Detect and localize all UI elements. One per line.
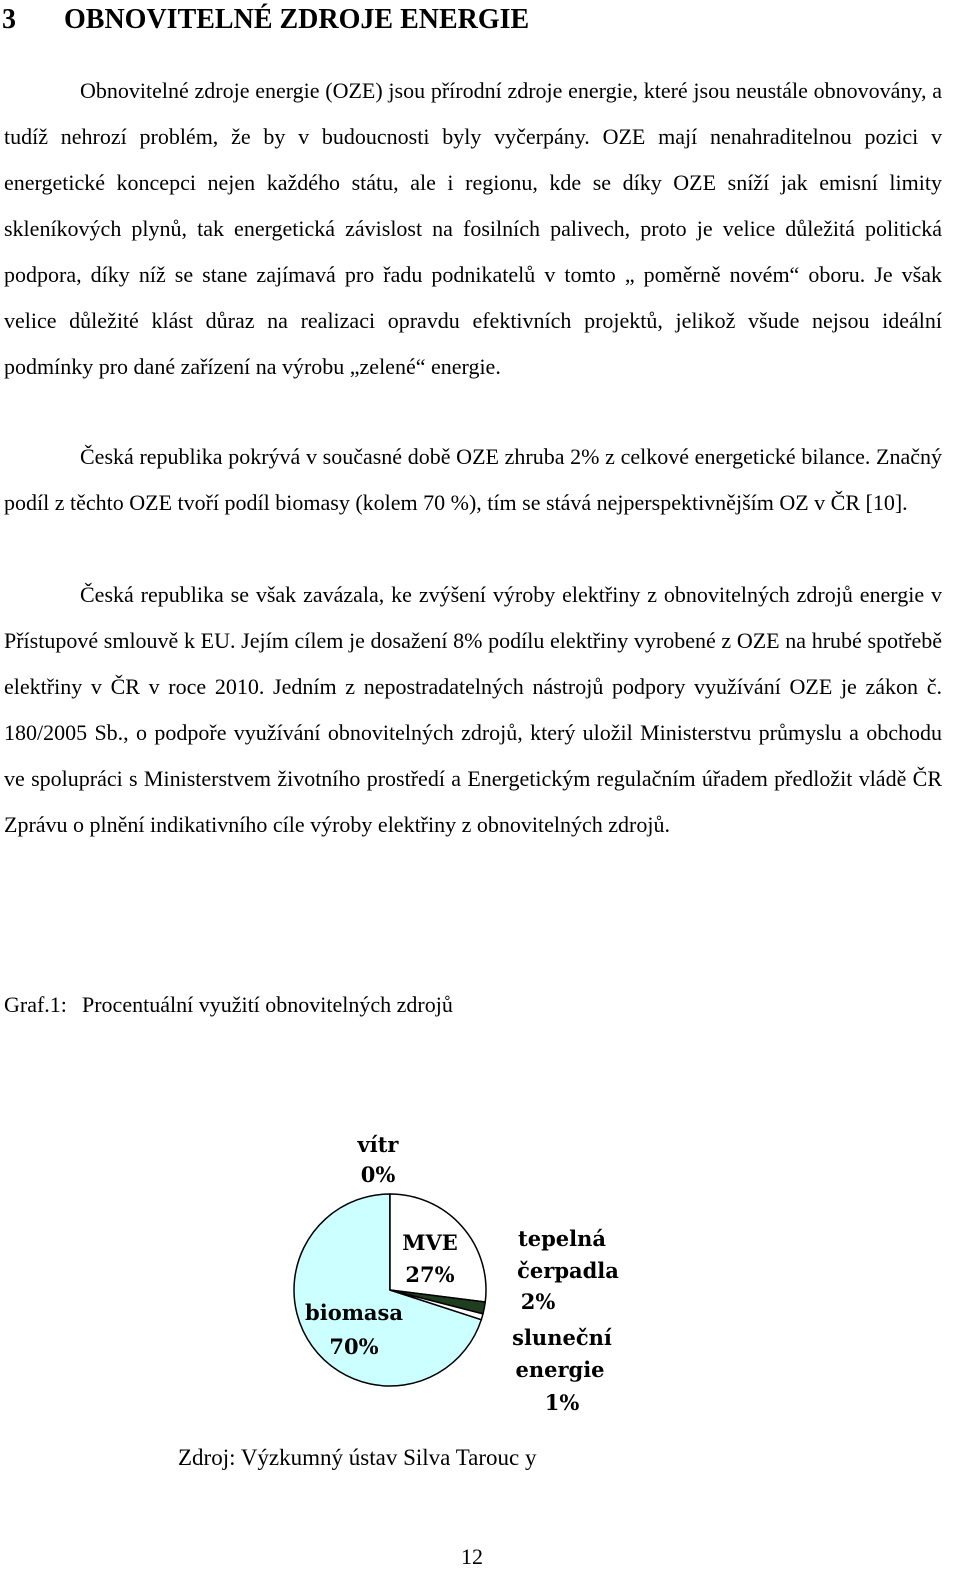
label-biomasa-value: 70% [329, 1334, 379, 1359]
figure-source: Zdroj: Výzkumný ústav Silva Tarouc y [178, 1445, 537, 1470]
pie-slices [294, 1194, 486, 1386]
label-cerpadla-name-line1: tepelná [518, 1226, 606, 1251]
label-cerpadla-name-line2: čerpadla [517, 1258, 619, 1283]
figure-caption-number: Graf.1: [4, 992, 67, 1017]
chapter-number: 3 [2, 4, 16, 35]
label-biomasa-name: biomasa [305, 1300, 403, 1325]
paragraph-intro: Obnovitelné zdroje energie (OZE) jsou přírodní zdroje energie, které jsou neustále obnovovány, a tudíž nehrozí problém, že by v budoucnosti byly vyčerpány. OZE mají nenahraditelnou pozici v energetické koncepci nejen každého státu, ale i regionu, kde se díky OZE sníží jak emisní limity skleníkových plynů, tak energetická závislost na fosilních palivech, proto je velice důležitá politická podpora, díky níž se stane zajímavá pro řadu podnikatelů v tomto „ poměrně novém“ oboru. Je však velice důležité klást důraz na realizaci opravdu efektivních projektů, jelikož všude nejsou ideální podmínky pro dané zařízení na výrobu „zelené“ energie. [4, 78, 942, 379]
label-slunecni-name-line1: sluneční [512, 1325, 612, 1350]
label-cerpadla-value: 2% [520, 1289, 556, 1314]
label-vitr-value: 0% [360, 1162, 396, 1187]
chapter-heading [2, 4, 529, 36]
chapter-title: OBNOVITELNÉ ZDROJE ENERGIE [64, 4, 530, 35]
label-slunecni-name-line2: energie [515, 1357, 605, 1382]
page-number: 12 [461, 1544, 483, 1569]
label-vitr-name: vítr [357, 1132, 399, 1157]
figure-caption-text: Procentuální využití obnovitelných zdrojů [82, 992, 453, 1017]
paragraph-share: Česká republika pokrývá v současné době OZE zhruba 2% z celkové energetické bilance. Značný podíl z těchto OZE tvoří podíl biomasy (kolem 70 %), tím se stává nejperspektivnějším OZ v ČR [10]. [4, 444, 942, 515]
paragraph-legislation: Česká republika se však zavázala, ke zvýšení výroby elektřiny z obnovitelných zdrojů energie v Přístupové smlouvě k EU. Jejím cílem je dosažení 8% podílu elektřiny vyrobené z OZE na hrubé spotřebě elektřiny v ČR v roce 2010. Jedním z nepostradatelných nástrojů podpory využívání OZE je zákon č. 180/2005 Sb., o podpoře využívání obnovitelných zdrojů, který uložil Ministerstvu průmyslu a obchodu ve spolupráci s Ministerstvem životního prostředí a Energetickým regulačním úřadem předložit vládě ČR Zprávu o plnění indikativního cíle výroby elektřiny z obnovitelných zdrojů. [4, 582, 942, 837]
label-slunecni-value: 1% [544, 1390, 580, 1415]
label-mve-value: 27% [405, 1262, 455, 1287]
label-mve-name: MVE [402, 1230, 458, 1255]
figure-caption [4, 990, 453, 1020]
pie-chart [290, 1120, 650, 1420]
